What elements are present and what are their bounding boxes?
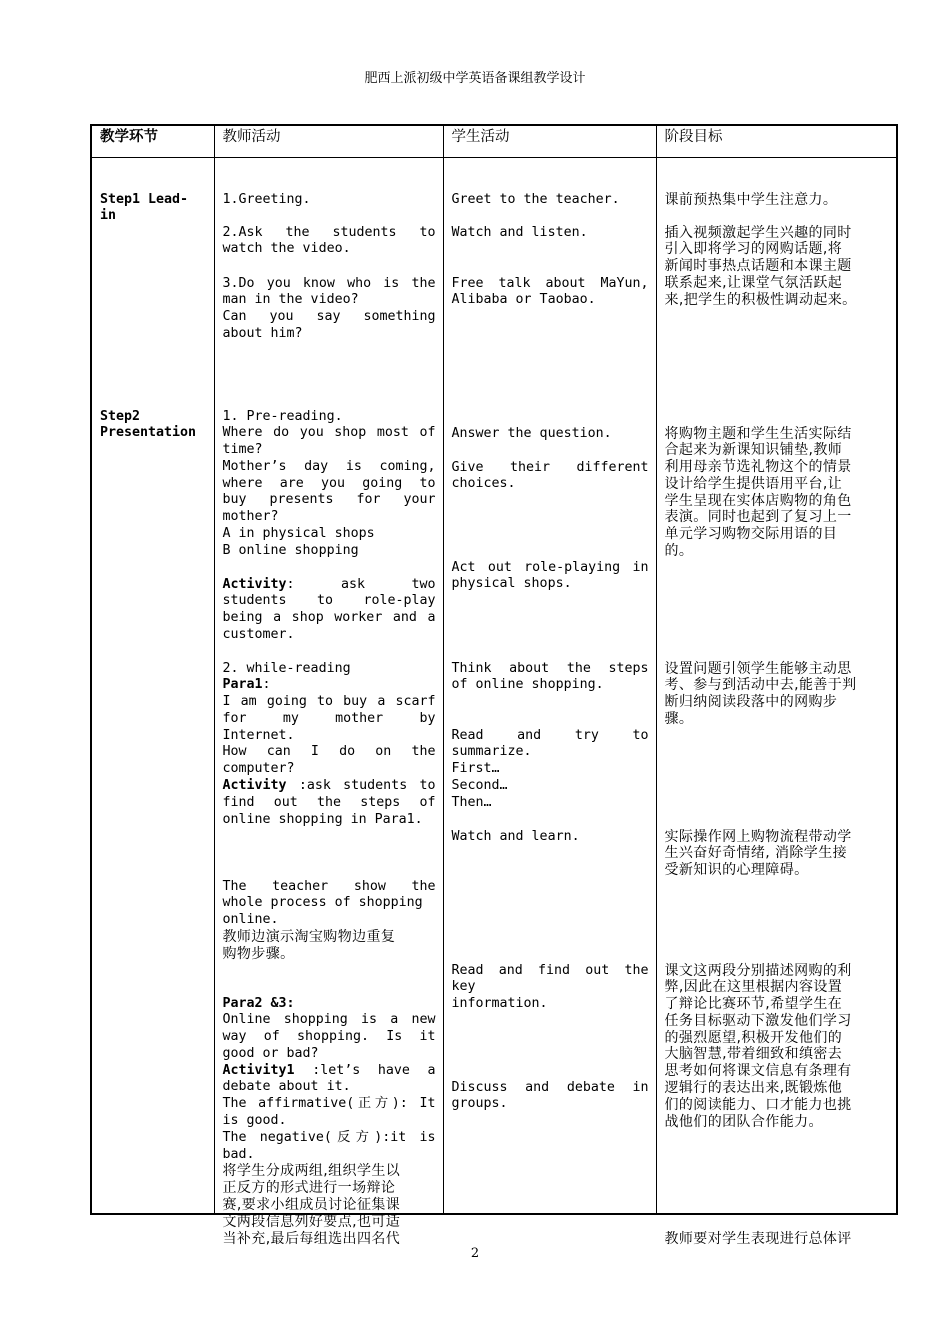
teacher-greeting: 1.Greeting. bbox=[222, 191, 311, 207]
goal-shopping-theme: 将购物主题和学生生活实际结 合起来为新课知识铺垫,教师 利用母亲节选礼物这个的情景 设计给学生提供语用平台,让 学生呈现在实体店购物的角色 表演。同时也起到了复习上一 单元学习购物交际用语的目 的。 bbox=[664, 425, 852, 560]
student-watch-learn: Watch and learn. bbox=[451, 828, 580, 844]
teacher-question-man: 3.Do you know who is the man in the video? Can you say something about him? bbox=[222, 275, 436, 341]
student-watch: Watch and listen. bbox=[451, 224, 588, 240]
teacher-activity-roleplay: Activity: ask two students to role-play being a shop worker and a customer. bbox=[222, 576, 436, 642]
student-roleplay: Act out role-playing in physical shops. bbox=[451, 559, 649, 592]
teacher-para2-3: Para2 &3: Online shopping is a new way of shopping. Is it good or bad? Activity1 :let’s have a debate about it. The affirmative(正方): It is good. The negative(反方):it is bad. 将学生分成两组,组织学生以 正反方的形式进行一场辩论 赛,要求小组成员讨论征集课 文两段信息列好要点,也可适 当补充,最后每组选出四名代 bbox=[222, 995, 436, 1247]
column-header-student: 学生活动 bbox=[443, 125, 656, 157]
student-think-steps: Think about the steps of online shopping. bbox=[451, 660, 649, 693]
teacher-demo: The teacher show the whole process of shopping online. 教师边演示淘宝购物边重复 购物步骤。 bbox=[222, 878, 436, 962]
goal-attention: 课前预热集中学生注意力。 bbox=[664, 191, 838, 208]
goal-questions: 设置问题引领学生能够主动思 考、参与到活动中去,能善于判 断归纳阅读段落中的网购步 骤。 bbox=[664, 660, 857, 727]
teacher-pre-reading: 1. Pre-reading. Where do you shop most of time? Mother’s day is coming, where are you going to buy presents for your mother? A in physical shops B online shopping bbox=[222, 408, 436, 558]
column-header-teacher: 教师活动 bbox=[214, 125, 443, 157]
lesson-plan-table bbox=[90, 124, 898, 1247]
page-header-title: 肥西上派初级中学英语备课组教学设计 bbox=[364, 71, 586, 86]
teacher-activity-cell bbox=[214, 157, 443, 1247]
column-header-goal: 阶段目标 bbox=[656, 125, 897, 157]
student-debate: Discuss and debate in groups. bbox=[451, 1079, 649, 1112]
student-greet: Greet to the teacher. bbox=[451, 191, 620, 207]
teacher-video: 2.Ask the students to watch the video. bbox=[222, 224, 436, 257]
student-summarize: Read and try to summarize. First… Second… Then… bbox=[451, 727, 649, 810]
table-header-row bbox=[91, 125, 897, 157]
student-choices: Give their different choices. bbox=[451, 459, 649, 492]
student-free-talk: Free talk about MaYun, Alibaba or Taobao. bbox=[451, 275, 649, 308]
student-answer: Answer the question. bbox=[451, 425, 612, 441]
stage-cell bbox=[91, 157, 214, 1214]
goal-debate: 课文这两段分别描述网购的利 弊,因此在这里根据内容设置 了辩论比赛环节,希望学生在 任务目标驱动下激发他们学习 的强烈愿望,积极开发他们的 大脑智慧,带着细致和缜密去 思考如何将课文信息有条理有 逻辑行的表达出来,既锻炼他 们的阅读能力、口才能力也挑 战他们的团队合作能力。 bbox=[664, 962, 852, 1130]
page-number: 2 bbox=[470, 1246, 480, 1261]
stage-step1: Step1 Lead- in bbox=[100, 191, 189, 224]
student-activity-cell bbox=[443, 157, 656, 1214]
table-row bbox=[91, 157, 897, 1214]
stage-step2: Step2 Presentation bbox=[100, 408, 197, 441]
goal-practice: 实际操作网上购物流程带动学 生兴奋好奇情绪, 消除学生接 受新知识的心理障碍。 bbox=[664, 828, 852, 879]
goal-evaluation: 教师要对学生表现进行总体评 bbox=[664, 1230, 852, 1247]
student-find-info: Read and find out the key information. bbox=[451, 962, 649, 1012]
goal-cell bbox=[656, 157, 897, 1247]
goal-video: 插入视频激起学生兴趣的同时 引入即将学习的网购话题,将 新闻时事热点话题和本课主题 联系起来,让课堂气氛活跃起 来,把学生的积极性调动起来。 bbox=[664, 224, 857, 308]
column-header-stage: 教学环节 bbox=[91, 125, 214, 157]
teacher-while-reading: 2. while-reading Para1: I am going to buy a scarf for my mother by Internet. How can I do on the computer? Activity :ask students to find out the steps of online shopping in Para1. bbox=[222, 660, 436, 827]
